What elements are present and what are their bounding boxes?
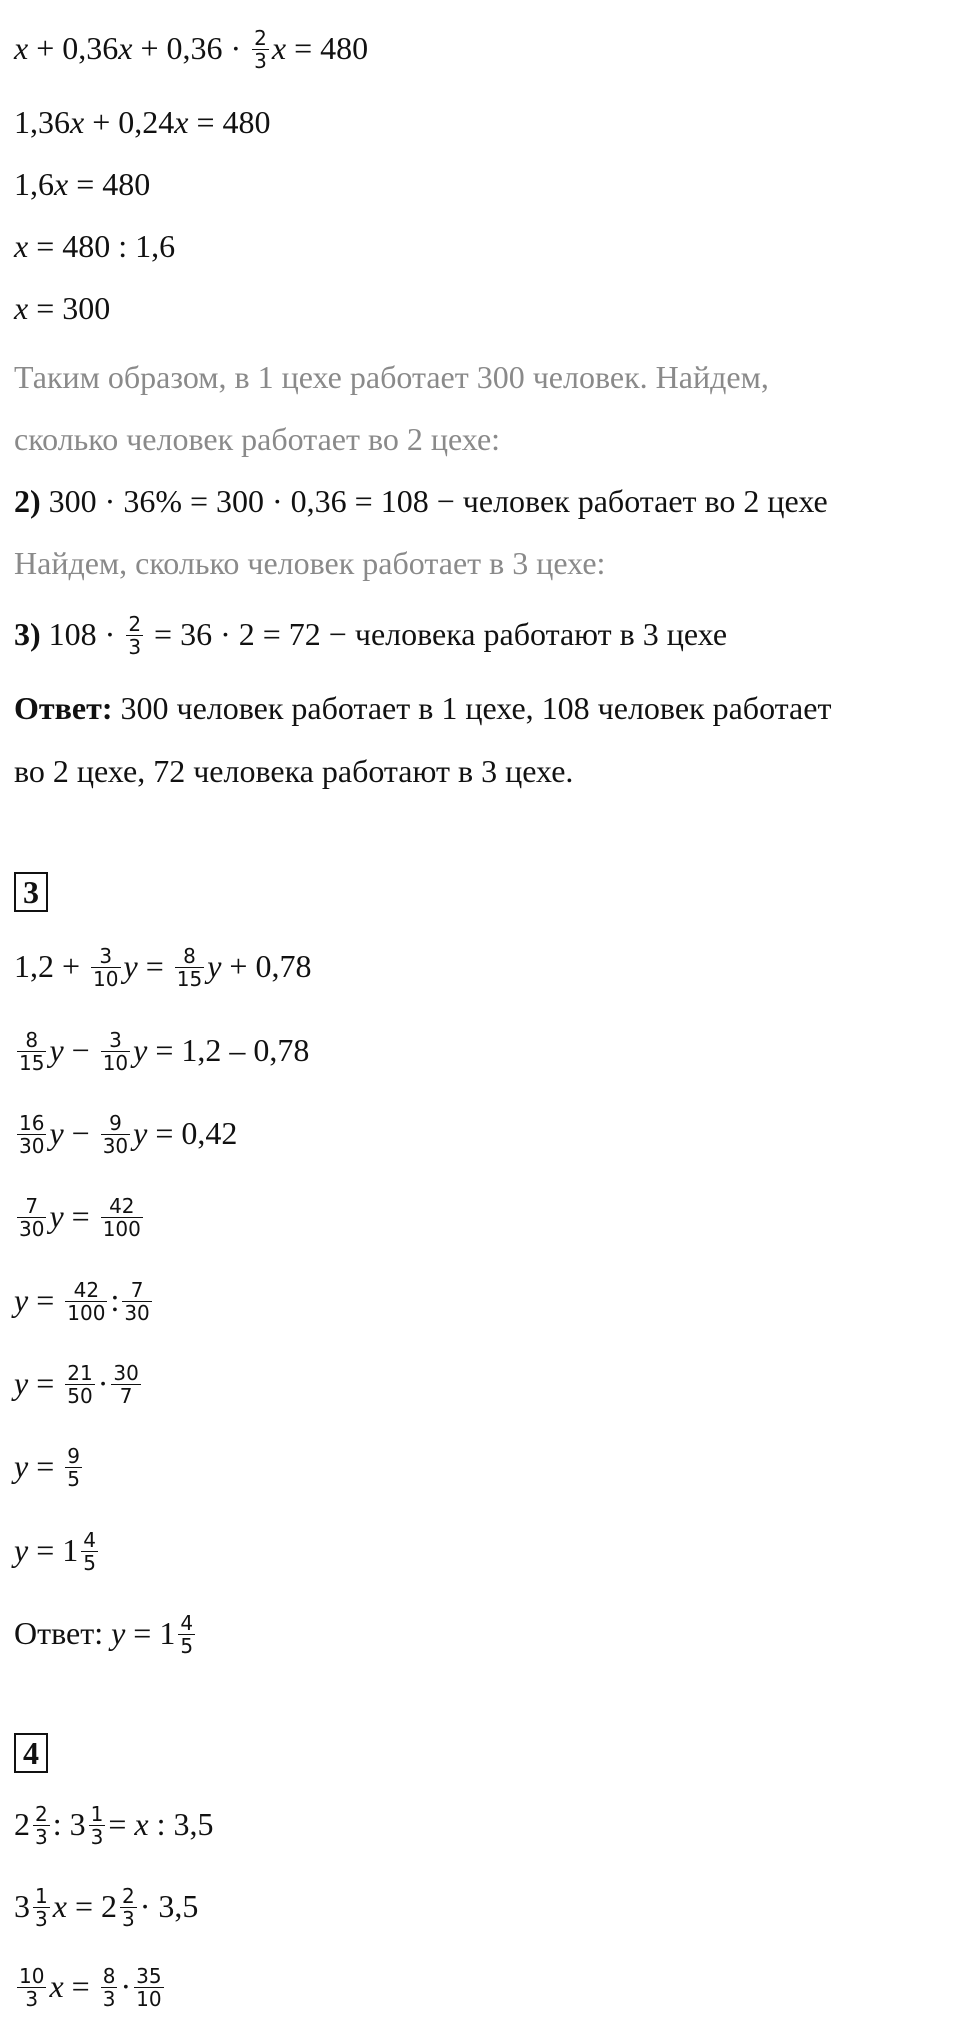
var-x: x xyxy=(14,228,29,264)
denominator: 3 xyxy=(35,1907,48,1932)
term: = 480 xyxy=(286,30,369,66)
term: = xyxy=(108,1806,135,1842)
term: + 0,24 xyxy=(84,104,175,140)
var-x: x xyxy=(271,30,287,66)
var-y: y xyxy=(14,1448,29,1484)
equation-line xyxy=(14,1804,214,1850)
fraction xyxy=(65,1445,82,1490)
denominator: 30 xyxy=(102,1134,129,1159)
var-x: x xyxy=(49,1968,64,2004)
term: = 480 xyxy=(188,104,271,140)
var-x: x xyxy=(174,104,189,140)
term: = 0,42 xyxy=(147,1115,238,1151)
term: + 0,78 xyxy=(221,948,312,984)
fraction xyxy=(17,1965,46,2010)
denominator: 5 xyxy=(67,1467,80,1492)
step-label: 3) xyxy=(14,616,41,652)
fraction xyxy=(65,1362,94,1407)
term: = xyxy=(137,948,172,984)
var-y: y xyxy=(133,1032,148,1068)
var-x: x xyxy=(70,104,85,140)
var-y: y xyxy=(49,1115,64,1151)
fraction xyxy=(252,27,269,72)
denominator: 50 xyxy=(67,1384,93,1409)
fraction xyxy=(17,1029,46,1074)
term: = 2 xyxy=(66,1888,117,1924)
term: = 1 xyxy=(125,1615,176,1651)
numerator: 35 xyxy=(136,1964,162,1989)
numerator: 7 xyxy=(122,1279,151,1302)
numerator: 21 xyxy=(67,1361,93,1386)
equation-line xyxy=(14,1280,155,1326)
numerator: 2 xyxy=(254,26,267,51)
equation-line xyxy=(14,1530,101,1576)
answer-line xyxy=(14,1613,198,1659)
numerator: 9 xyxy=(101,1112,130,1135)
operator: · xyxy=(120,1968,132,2004)
term: 1,36 xyxy=(14,104,70,140)
equation-line-4 xyxy=(14,226,175,266)
equation-line xyxy=(14,1196,146,1242)
task-number-box: 4 xyxy=(14,1733,48,1773)
denominator: 3 xyxy=(121,1907,135,1932)
equation-line xyxy=(14,1966,167,2012)
denominator: 3 xyxy=(128,635,142,660)
term: = xyxy=(28,1365,63,1401)
term: = 1,2 – 0,78 xyxy=(147,1032,310,1068)
numerator: 16 xyxy=(19,1111,45,1136)
denominator: 7 xyxy=(119,1384,133,1409)
step-3 xyxy=(14,614,727,660)
term: = 300 xyxy=(28,290,111,326)
task-number-box: 3 xyxy=(14,872,48,912)
fraction xyxy=(81,1529,98,1574)
equation-line-2 xyxy=(14,102,271,142)
numerator: 4 xyxy=(180,1611,194,1636)
fraction xyxy=(91,945,120,990)
answer-text: во 2 цехе, 72 человека работают в 3 цехе. xyxy=(14,753,574,789)
var-y: y xyxy=(133,1115,148,1151)
fraction xyxy=(33,1803,50,1848)
numerator: 3 xyxy=(91,945,120,968)
fraction xyxy=(89,1803,106,1848)
fraction xyxy=(101,1029,130,1074)
term: : 3 xyxy=(52,1806,86,1842)
equation-line xyxy=(14,1446,85,1492)
answer-line-2 xyxy=(14,751,573,791)
term: 1,6 xyxy=(14,166,54,202)
numerator: 30 xyxy=(113,1361,139,1386)
fraction xyxy=(101,1965,118,2010)
denominator: 3 xyxy=(90,1825,104,1850)
denominator: 5 xyxy=(83,1551,96,1576)
numerator: 1 xyxy=(35,1884,48,1909)
fraction xyxy=(126,613,143,658)
term: − xyxy=(63,1115,98,1151)
term: : 3,5 xyxy=(148,1806,214,1842)
equation-line xyxy=(14,946,311,992)
term: + 0,36 xyxy=(28,30,119,66)
numerator: 4 xyxy=(83,1528,96,1553)
fraction xyxy=(111,1362,140,1407)
equation-line-1 xyxy=(14,28,368,74)
fraction xyxy=(101,1195,143,1240)
step-text: 108 · xyxy=(40,616,124,652)
equation-line-5 xyxy=(14,288,110,328)
equation-line xyxy=(14,1113,237,1159)
term: = xyxy=(28,1282,63,1318)
fraction xyxy=(178,1612,195,1657)
explanation-text: Найдем, сколько человек работает в 3 цехе: xyxy=(14,545,606,581)
var-x: x xyxy=(14,30,29,66)
term: 1,2 + xyxy=(14,948,89,984)
fraction xyxy=(120,1885,137,1930)
term: + 0,36 · xyxy=(132,30,250,66)
denominator: 3 xyxy=(254,49,267,74)
denominator: 10 xyxy=(136,1987,162,2012)
term: = xyxy=(28,1448,63,1484)
operator: · xyxy=(97,1365,109,1401)
equation-line xyxy=(14,1363,144,1409)
denominator: 15 xyxy=(176,967,203,992)
term: 3 xyxy=(14,1888,30,1924)
numerator: 42 xyxy=(65,1279,107,1302)
answer-text: 300 человек работает в 1 цехе, 108 человек работает xyxy=(112,690,832,726)
var-x: x xyxy=(118,30,133,66)
var-y: y xyxy=(14,1282,29,1318)
denominator: 3 xyxy=(102,1987,116,2012)
denominator: 5 xyxy=(180,1634,194,1659)
explanation-text: сколько человек работает во 2 цехе: xyxy=(14,421,501,457)
numerator: 3 xyxy=(101,1029,130,1052)
numerator: 2 xyxy=(35,1802,48,1827)
numerator: 2 xyxy=(128,612,142,637)
numerator: 7 xyxy=(17,1195,46,1218)
var-y: y xyxy=(14,1532,29,1568)
explanation-text: Таким образом, в 1 цехе работает 300 человек. Найдем, xyxy=(14,359,769,395)
numerator: 9 xyxy=(67,1444,80,1469)
var-y: y xyxy=(49,1198,64,1234)
denominator: 15 xyxy=(19,1051,45,1076)
var-y: y xyxy=(111,1615,126,1651)
term: = 480 : 1,6 xyxy=(28,228,176,264)
var-x: x xyxy=(52,1888,67,1924)
step-text: = 36 · 2 = 72 − человека работают в 3 цехе xyxy=(146,616,728,652)
var-y: y xyxy=(123,948,138,984)
denominator: 30 xyxy=(124,1301,150,1326)
denominator: 100 xyxy=(67,1301,106,1326)
answer-label: Ответ: xyxy=(14,1615,112,1651)
var-x: x xyxy=(134,1806,149,1842)
fraction xyxy=(17,1112,46,1157)
fraction xyxy=(134,1965,163,2010)
numerator: 8 xyxy=(17,1029,46,1052)
term: = xyxy=(63,1968,98,2004)
denominator: 10 xyxy=(102,1051,129,1076)
operator: : xyxy=(110,1282,120,1318)
numerator: 8 xyxy=(175,945,204,968)
var-y: y xyxy=(207,948,222,984)
fraction xyxy=(65,1279,107,1324)
var-y: y xyxy=(49,1032,64,1068)
numerator: 1 xyxy=(90,1802,104,1827)
numerator: 42 xyxy=(101,1195,143,1218)
term: 2 xyxy=(14,1806,30,1842)
answer-label: Ответ: xyxy=(14,690,113,726)
var-x: x xyxy=(54,166,69,202)
fraction xyxy=(122,1279,151,1324)
denominator: 100 xyxy=(102,1217,141,1242)
denominator: 3 xyxy=(35,1825,48,1850)
denominator: 30 xyxy=(19,1217,45,1242)
step-2 xyxy=(14,481,828,521)
step-label: 2) xyxy=(14,483,41,519)
numerator: 2 xyxy=(121,1884,135,1909)
equation-line xyxy=(14,1886,198,1932)
equation-line xyxy=(14,1030,309,1076)
numerator: 10 xyxy=(19,1964,45,1989)
term: · 3,5 xyxy=(139,1888,199,1924)
denominator: 30 xyxy=(19,1134,45,1159)
equation-line-3 xyxy=(14,164,150,204)
term: = xyxy=(63,1198,98,1234)
fraction xyxy=(175,945,204,990)
term: = 480 xyxy=(68,166,151,202)
denominator: 10 xyxy=(93,967,119,992)
fraction xyxy=(17,1195,46,1240)
answer-line-1 xyxy=(14,688,831,728)
var-y: y xyxy=(14,1365,29,1401)
denominator: 3 xyxy=(25,1987,39,2012)
step-text: 300 · 36% = 300 · 0,36 = 108 − человек работает во 2 цехе xyxy=(40,483,828,519)
var-x: x xyxy=(14,290,29,326)
term: − xyxy=(63,1032,98,1068)
term: = 1 xyxy=(28,1532,79,1568)
fraction xyxy=(101,1112,130,1157)
numerator: 8 xyxy=(102,1964,116,1989)
fraction xyxy=(33,1885,50,1930)
